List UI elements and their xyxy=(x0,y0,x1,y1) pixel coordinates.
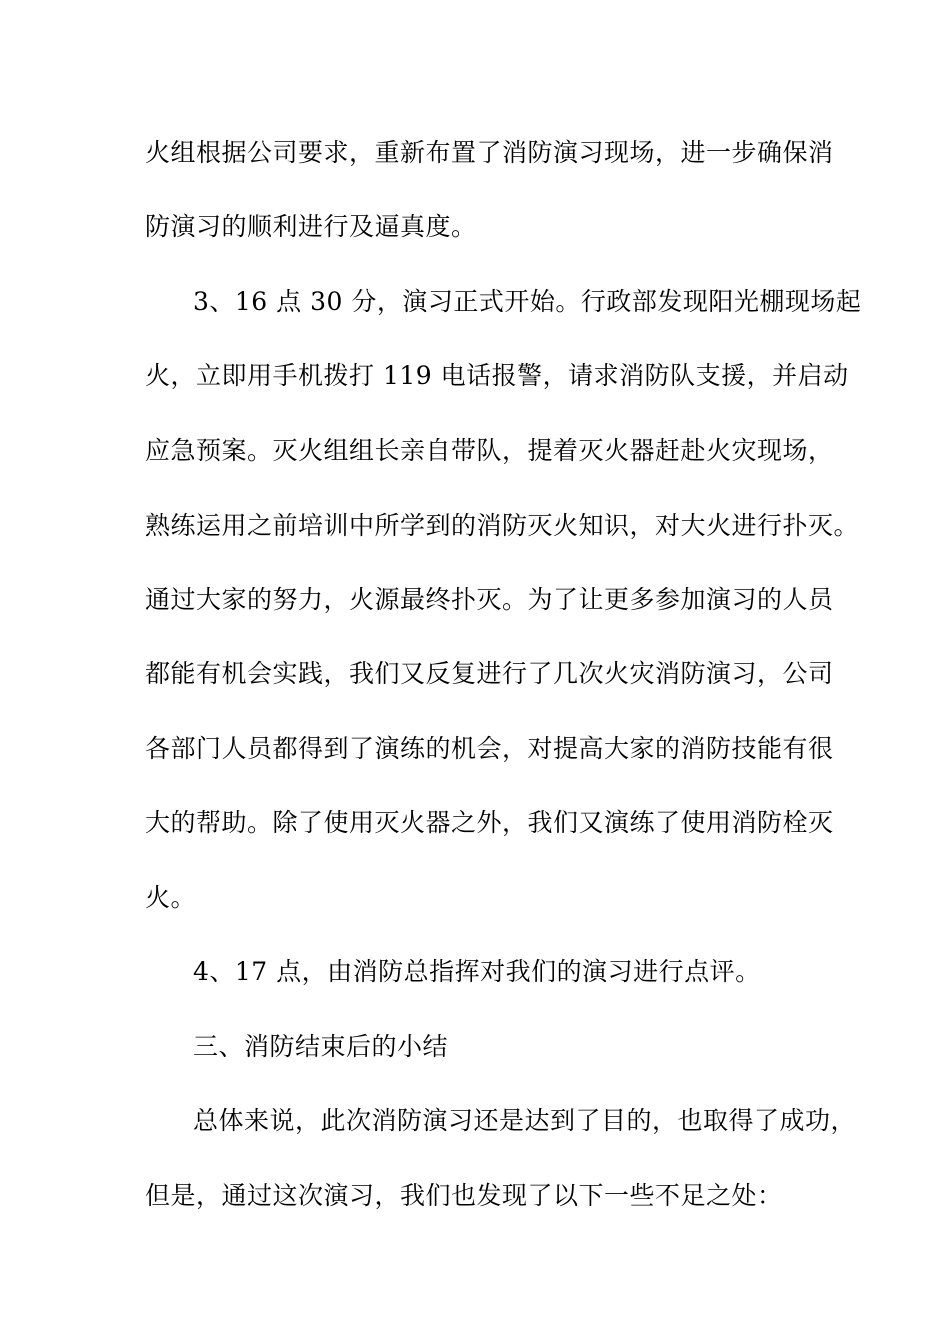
paragraph-line: 应急预案。灭火组组长亲自带队，提着灭火器赶赴火灾现场， xyxy=(145,436,834,465)
paragraph-line: 都能有机会实践，我们又反复进行了几次火灾消防演习，公司 xyxy=(145,659,834,688)
paragraph-line: 火组根据公司要求，重新布置了消防演习现场，进一步确保消 xyxy=(145,138,834,167)
paragraph-line: 总体来说，此次消防演习还是达到了目的，也取得了成功， xyxy=(193,1106,857,1135)
paragraph-line: 各部门人员都得到了演练的机会，对提高大家的消防技能有很 xyxy=(145,734,834,763)
paragraph-line: 熟练运用之前培训中所学到的消防灭火知识，对大火进行扑灭。 xyxy=(145,511,860,540)
paragraph-line: 4、17 点，由消防总指挥对我们的演习进行点评。 xyxy=(193,957,761,986)
paragraph-line: 通过大家的努力，火源最终扑灭。为了让更多参加演习的人员 xyxy=(145,585,834,614)
paragraph-line: 火，立即用手机拨打 119 电话报警，请求消防队支援，并启动 xyxy=(145,361,849,390)
paragraph-line: 防演习的顺利进行及逼真度。 xyxy=(145,212,477,241)
paragraph-line: 火。 xyxy=(145,883,197,912)
paragraph-line: 但是，通过这次演习，我们也发现了以下一些不足之处： xyxy=(145,1181,783,1210)
paragraph-line: 3、16 点 30 分，演习正式开始。行政部发现阳光棚现场起 xyxy=(193,287,862,316)
section-heading: 三、消防结束后的小结 xyxy=(193,1032,449,1061)
paragraph-line: 大的帮助。除了使用灭火器之外，我们又演练了使用消防栓灭 xyxy=(145,808,834,837)
